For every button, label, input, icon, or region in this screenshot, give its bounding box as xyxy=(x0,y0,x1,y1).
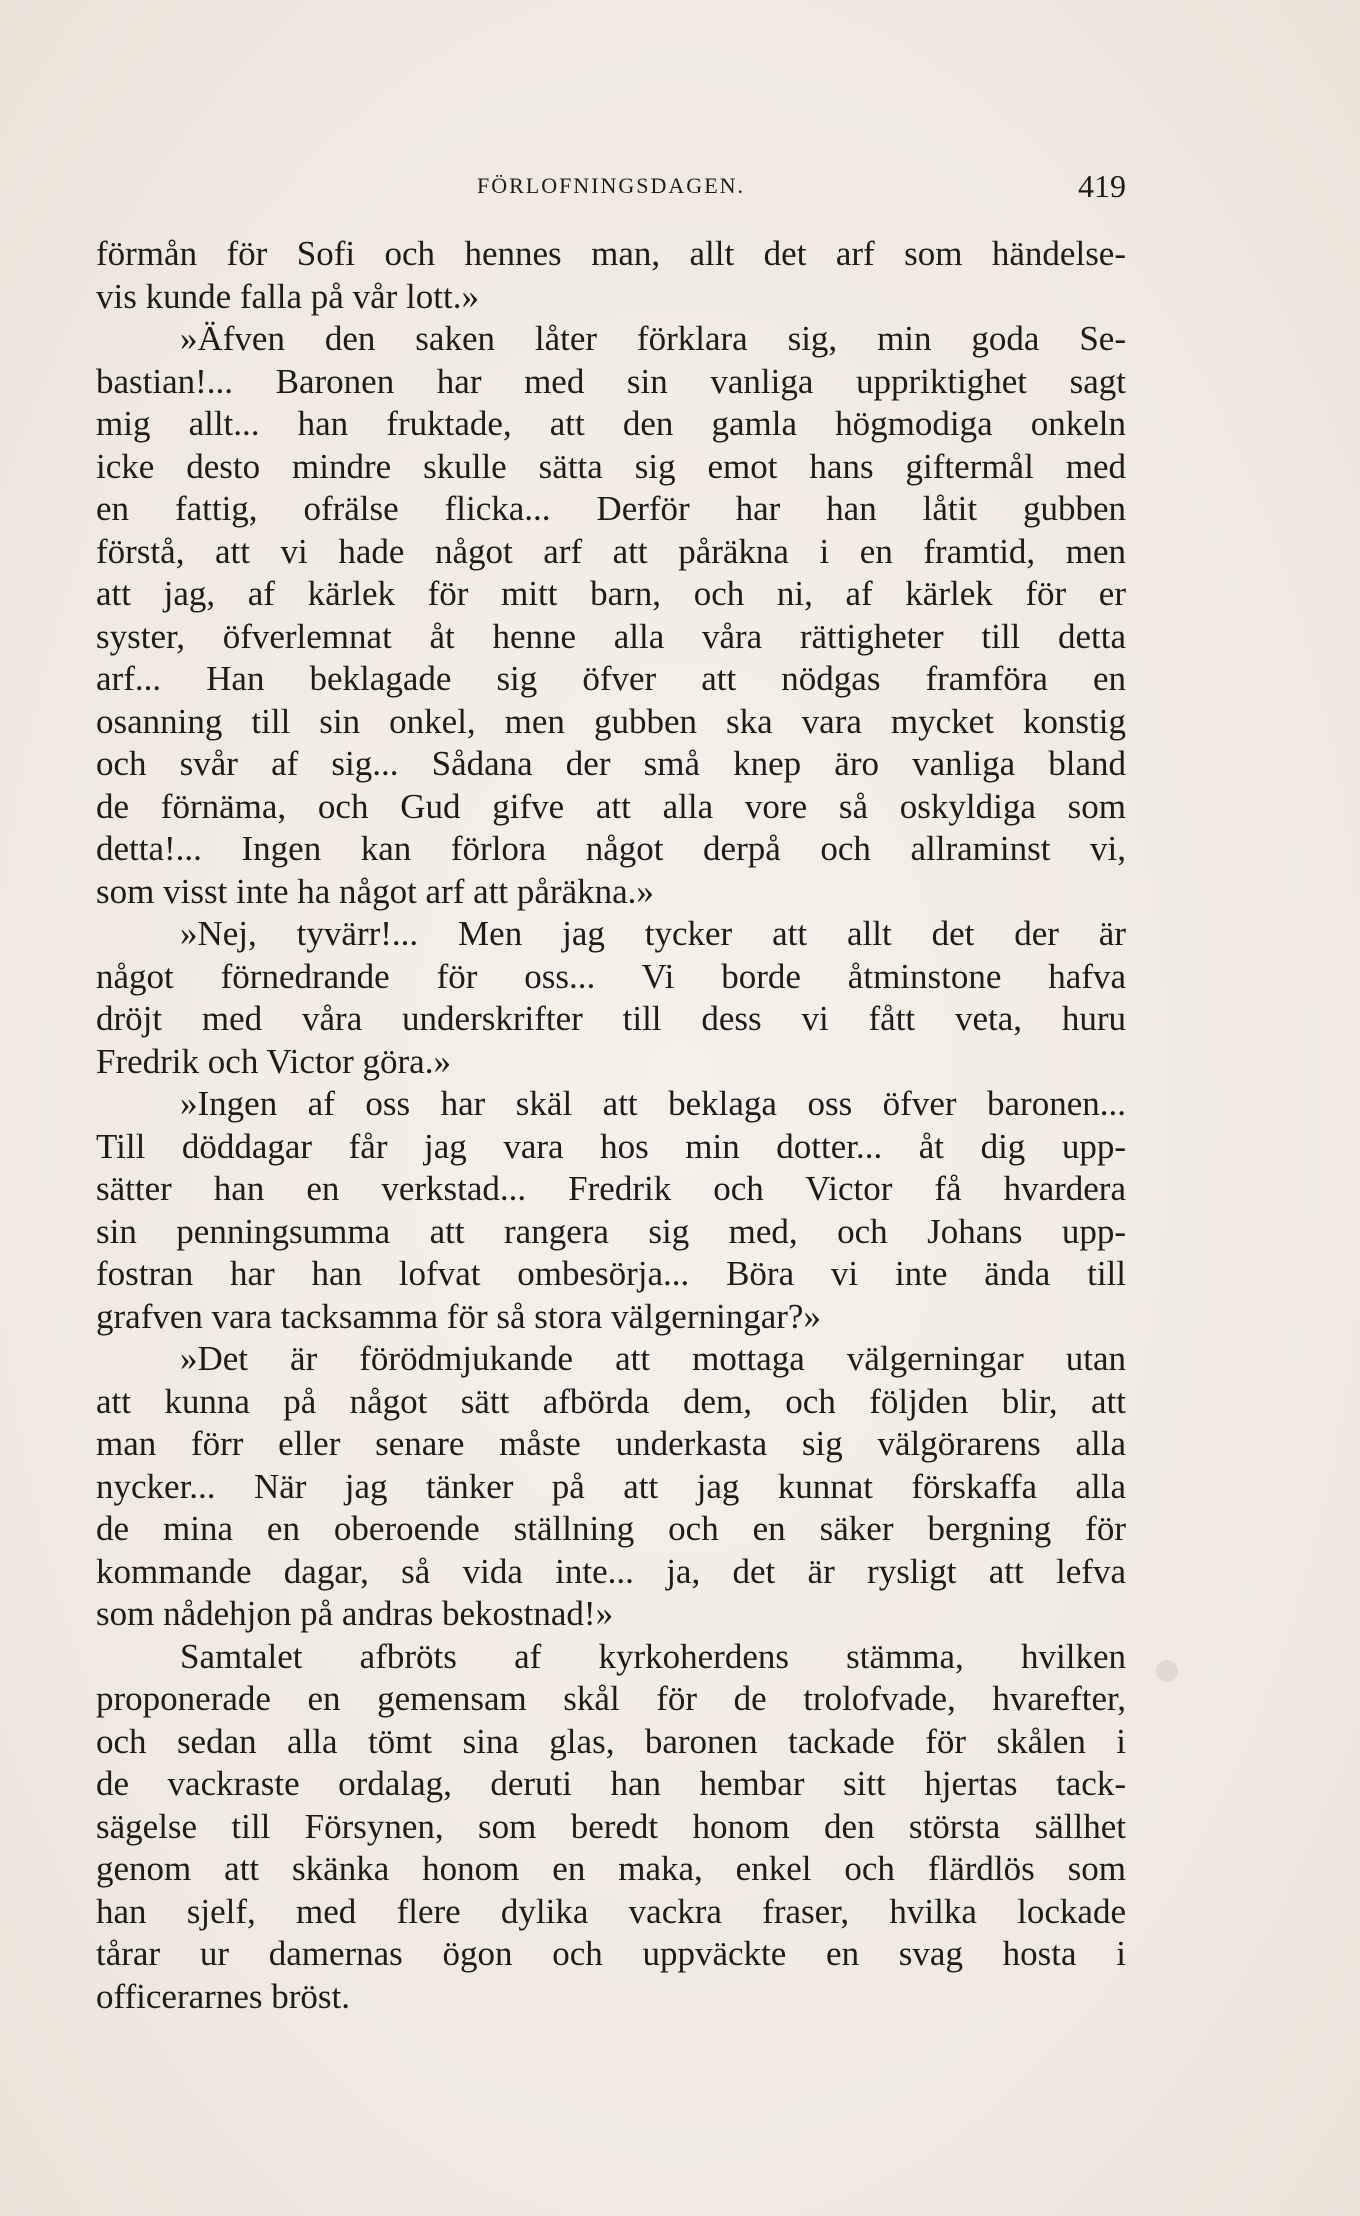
text-line: Till döddagar får jag vara hos min dotter... åt dig upp- xyxy=(96,1126,1126,1166)
text-line: fostran har han lofvat ombesörja... Böra vi inte ända till xyxy=(96,1254,1126,1293)
paper-speck xyxy=(1156,1660,1178,1682)
text-line: de förnäma, och Gud gifve att alla vore så oskyldiga som xyxy=(96,786,1126,826)
text-line: mig allt... han fruktade, att den gamla högmodiga onkeln xyxy=(96,404,1126,443)
running-head xyxy=(96,166,1126,206)
text-line: osanning till sin onkel, men gubben ska vara mycket konstig xyxy=(96,701,1126,741)
text-line: vis kunde falla på vår lott.» xyxy=(96,276,479,316)
text-line: grafven vara tacksamma för så stora välgerningar?» xyxy=(96,1296,821,1336)
text-line: arf... Han beklagade sig öfver att nödgas framföra en xyxy=(96,659,1126,698)
running-title: FÖRLOFNINGSDAGEN. xyxy=(476,173,746,198)
text-line: nycker... När jag tänker på att jag kunnat förskaffa alla xyxy=(96,1466,1126,1506)
text-line: förstå, att vi hade något arf att påräkna i en framtid, men xyxy=(96,531,1126,571)
text-line: förmån för Sofi och hennes man, allt det arf som händelse- xyxy=(96,234,1126,273)
text-line: bastian!... Baronen har med sin vanliga uppriktighet sagt xyxy=(96,361,1126,401)
text-line: sin penningsumma att rangera sig med, och Johans upp- xyxy=(96,1211,1126,1251)
text-line: man förr eller senare måste underkasta sig välgörarens alla xyxy=(96,1424,1126,1463)
text-line: som visst inte ha något arf att påräkna.» xyxy=(96,871,654,911)
text-line: officerarnes bröst. xyxy=(96,1976,350,2016)
text-line: och sedan alla tömt sina glas, baronen tackade för skålen i xyxy=(96,1721,1126,1761)
text-line: dröjt med våra underskrifter till dess vi fått veta, huru xyxy=(96,999,1126,1038)
text-line: att kunna på något sätt afbörda dem, och följden blir, att xyxy=(96,1381,1126,1421)
text-line: Fredrik och Victor göra.» xyxy=(96,1041,451,1081)
text-line: tårar ur damernas ögon och uppväckte en svag hosta i xyxy=(96,1934,1126,1973)
text-line: de vackraste ordalag, deruti han hembar sitt hjertas tack- xyxy=(96,1764,1126,1803)
text-line: sätter han en verkstad... Fredrik och Victor få hvardera xyxy=(96,1169,1126,1208)
text-line: »Äfven den saken låter förklara sig, min goda Se- xyxy=(180,319,1126,358)
text-line: en fattig, ofrälse flicka... Derför har han låtit gubben xyxy=(96,489,1126,528)
text-line: sägelse till Försynen, som beredt honom den största sällhet xyxy=(96,1806,1126,1846)
text-line: syster, öfverlemnat åt henne alla våra rättigheter till detta xyxy=(96,616,1126,656)
text-line: Samtalet afbröts af kyrkoherdens stämma, hvilken xyxy=(180,1636,1126,1676)
text-line: de mina en oberoende ställning och en säker bergning för xyxy=(96,1509,1126,1548)
text-line: som nådehjon på andras bekostnad!» xyxy=(96,1594,614,1633)
text-line: och svår af sig... Sådana der små knep äro vanliga bland xyxy=(96,744,1126,783)
text-line: kommande dagar, så vida inte... ja, det är rysligt att lefva xyxy=(96,1551,1126,1591)
text-line: icke desto mindre skulle sätta sig emot hans giftermål med xyxy=(96,446,1126,486)
text-line: han sjelf, med flere dylika vackra fraser, hvilka lockade xyxy=(96,1891,1126,1931)
text-line: »Nej, tyvärr!... Men jag tycker att allt det der är xyxy=(180,914,1126,953)
text-line: detta!... Ingen kan förlora något derpå och allraminst vi, xyxy=(96,829,1126,868)
text-line: »Ingen af oss har skäl att beklaga oss öfver baronen... xyxy=(180,1084,1126,1123)
text-line: »Det är förödmjukande att mottaga välgerningar utan xyxy=(180,1339,1126,1378)
page-number: 419 xyxy=(1078,168,1126,204)
body-text xyxy=(96,233,1126,2018)
text-line: genom att skänka honom en maka, enkel och flärdlös som xyxy=(96,1849,1126,1888)
text-line: något förnedrande för oss... Vi borde åtminstone hafva xyxy=(96,956,1126,996)
text-line: att jag, af kärlek för mitt barn, och ni, af kärlek för er xyxy=(96,574,1126,613)
text-line: proponerade en gemensam skål för de trolofvade, hvarefter, xyxy=(96,1679,1126,1718)
